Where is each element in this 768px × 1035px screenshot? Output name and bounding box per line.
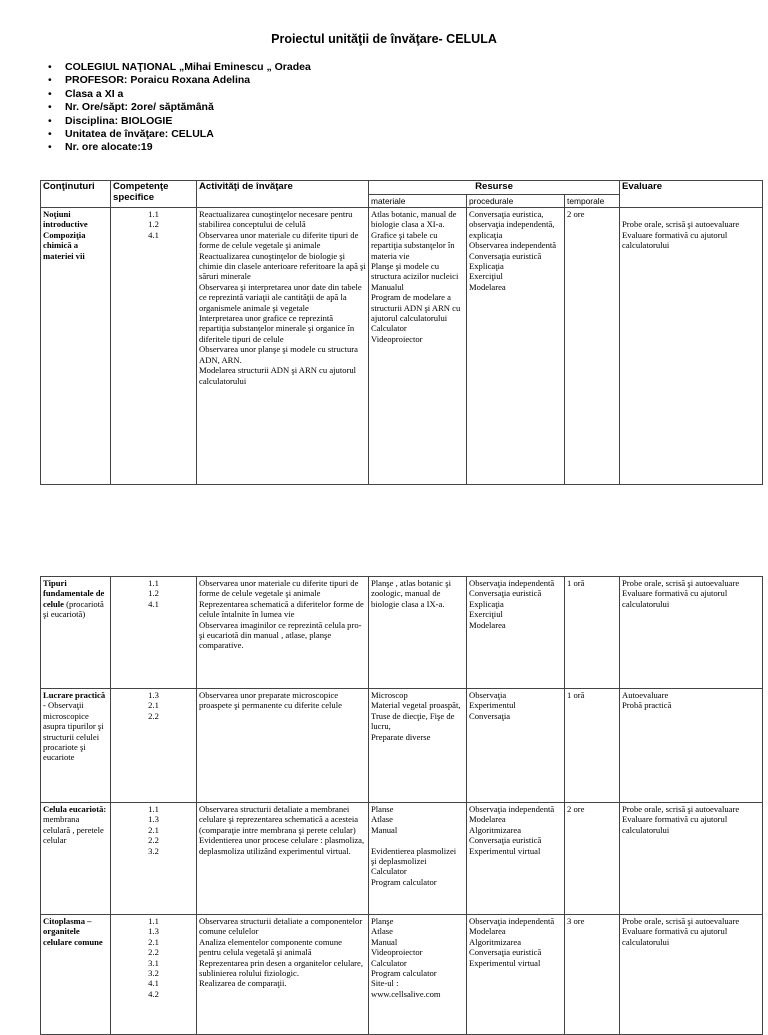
material-text: Site-ul : — [371, 978, 399, 989]
material-text: Atlas botanic, manual de biologie clasa a XI-a. — [371, 209, 457, 230]
topic-cell — [41, 803, 111, 915]
table-row — [41, 208, 763, 485]
procedure-text: Algoritmizarea — [469, 824, 522, 835]
time-text: 2 ore — [567, 804, 585, 814]
evaluation-text: Probe orale, scrisă şi autoevaluare — [622, 219, 740, 230]
activity-text: Interpretarea unor grafice ce reprezintă repartiţia substanţelor minerale şi organice în diferitele tipuri de celule — [199, 313, 355, 344]
competenta-code: 2.2 — [148, 947, 159, 958]
topic-title: Lucrare practică - — [43, 690, 106, 711]
temporale-cell — [565, 803, 620, 915]
competenta-code: 4.2 — [148, 988, 159, 999]
competenta-code: 2.1 — [148, 824, 159, 835]
evaluare-cell — [620, 803, 763, 915]
competenta-code: 1.3 — [148, 690, 159, 700]
material-text: www.cellsalive.com — [371, 988, 441, 999]
material-text: Microscop — [371, 690, 408, 700]
competenta-code: 1.1 — [148, 804, 159, 814]
info-item: • COLEGIUL NAŢIONAL „Mihai Eminescu „ Oradea — [38, 61, 311, 74]
material-text: Program calculator — [371, 876, 437, 887]
evaluare-cell — [620, 577, 763, 689]
material-text: Videoproiector — [371, 333, 423, 344]
evaluation-text: Probe orale, scrisă şi autoevaluare — [622, 916, 740, 926]
competenta-code: 1.1 — [148, 578, 159, 588]
evaluation-text: Evaluare formativă cu ajutorul calculatorului — [622, 229, 728, 251]
activity-text: Modelarea structurii ADN şi ARN cu ajutorul calculatorului — [199, 365, 357, 386]
activity-text: Reprezentarea schematică a diferitelor forme de celule întalnite în lumea vie — [199, 598, 364, 620]
activity-text: Observarea unor materiale cu diferite tipuri de forme de celule vegetale şi animale — [199, 578, 359, 599]
material-text: Atlase — [371, 814, 393, 825]
procedure-text: Conversaţia euristică — [469, 835, 542, 846]
procedure-text: Conversaţia euristică — [469, 588, 542, 599]
evaluation-text: Evaluare formativă cu ajutorul calculatorului — [622, 588, 728, 609]
procedurale-cell — [467, 208, 565, 485]
topic-cell — [41, 689, 111, 803]
material-text: Planşe , atlas botanic şi zoologic, manual de biologie clasa a IX-a. — [371, 578, 451, 609]
procedure-text: Explicaţia — [469, 598, 504, 609]
material-text: Calculator — [371, 866, 407, 877]
topic-title: Tipuri fundamentale de celule — [43, 578, 105, 609]
info-item: • Unitatea de învăţare: CELULA — [38, 128, 311, 141]
info-list — [38, 61, 311, 155]
material-text: Calculator — [371, 957, 407, 968]
header-temporale: temporale — [565, 194, 620, 208]
procedure-text: Explicaţia — [469, 261, 504, 272]
procedure-text: Conversaţia euristica, observaţia independentă, explicaţia — [469, 209, 555, 240]
procedure-text: Modelarea — [469, 814, 506, 825]
evaluation-text: Evaluare formativă cu ajutorul calculatorului — [622, 814, 728, 835]
info-item: • Disciplina: BIOLOGIE — [38, 115, 311, 128]
evaluation-text: Probă practică — [622, 700, 672, 711]
competente-cell — [111, 803, 197, 915]
activitati-cell — [197, 208, 369, 485]
procedure-text: Experimentul virtual — [469, 957, 541, 968]
materiale-cell — [369, 577, 467, 689]
activity-text: Observarea structurii detaliate a membranei celulare şi reprezentarea schematică a acesteia (comparaţie intre membrana şi perete celular) — [199, 804, 359, 835]
material-text: Manual — [371, 824, 398, 835]
info-item: • Nr. Ore/săpt: 2ore/ săptămână — [38, 101, 311, 114]
header-activitati: Activităţi de învăţare — [197, 181, 369, 208]
topic-subtitle: Observaţii microscopice asupra tipurilor şi structurii celulei procariote şi eucariote — [43, 700, 104, 763]
material-text: Manualul — [371, 281, 404, 292]
temporale-cell — [565, 689, 620, 803]
table-row — [41, 577, 763, 689]
header-resurse: Resurse — [369, 181, 620, 195]
procedurale-cell — [467, 915, 565, 1035]
temporale-cell — [565, 577, 620, 689]
topic-subtitle: membrana celulară , peretele celular — [43, 814, 104, 846]
procedure-text: Modelarea — [469, 926, 506, 937]
activity-text: Observarea unor planşe şi modele cu structura ADN, ARN. — [199, 344, 358, 365]
evaluare-cell — [620, 689, 763, 803]
competenta-code: 2.1 — [148, 936, 159, 947]
time-text: 3 ore — [567, 916, 585, 926]
header-continuturi: Conţinuturi — [41, 181, 111, 208]
table-body — [41, 577, 763, 1035]
procedurale-cell — [467, 577, 565, 689]
evaluare-cell — [620, 915, 763, 1035]
topic-title: Citoplasma – organitele celulare comune — [43, 916, 103, 947]
activitati-cell — [197, 689, 369, 803]
competenta-code: 1.3 — [148, 814, 159, 825]
activity-text: Analiza elementelor componente comune pentru celula vegetală şi animală — [199, 936, 342, 958]
procedure-text: Experimentul virtual — [469, 845, 541, 856]
procedurale-cell — [467, 803, 565, 915]
temporale-cell — [565, 915, 620, 1035]
material-text: Program de modelare a structurii ADN şi ARN cu ajutorul calculatorului — [371, 292, 461, 324]
info-item: • Clasa a XI a — [38, 88, 311, 101]
competenta-code: 1.1 — [148, 916, 159, 926]
time-text: 2 ore — [567, 209, 585, 219]
table-row — [41, 689, 763, 803]
header-competente: Competenţe specifice — [111, 181, 197, 208]
procedurale-cell — [467, 689, 565, 803]
material-text: Manual — [371, 936, 398, 947]
evaluation-text: Probe orale, scrisă şi autoevaluare — [622, 578, 740, 588]
procedure-text: Conversaţia euristică — [469, 250, 542, 261]
procedure-text: Observaţia independentă — [469, 916, 555, 926]
topic-cell — [41, 577, 111, 689]
evaluation-text: Probe orale, scrisă şi autoevaluare — [622, 804, 740, 814]
header-evaluare: Evaluare — [620, 181, 763, 208]
table-row — [41, 915, 763, 1035]
evaluation-text — [622, 209, 760, 219]
evaluation-text: Autoevaluare — [622, 690, 669, 700]
competenta-code: 3.2 — [148, 968, 159, 979]
procedure-text: Conversaţia euristică — [469, 947, 542, 958]
activity-text: Realizarea de comparaţii. — [199, 978, 287, 989]
lesson-table-page2 — [40, 576, 763, 1035]
material-text — [371, 835, 464, 845]
topic-title: Noţiuni introductive Compoziţia chimică a materiei vii — [43, 209, 88, 261]
activitati-cell — [197, 803, 369, 915]
material-text: Grafice şi tabele cu repartiţia substanţelor în materia vie — [371, 229, 455, 261]
evaluare-cell — [620, 208, 763, 485]
material-text: Videoproiector — [371, 947, 423, 958]
activitati-cell — [197, 915, 369, 1035]
header-materiale: materiale — [369, 194, 467, 208]
competenta-code: 2.2 — [148, 710, 159, 721]
competenta-code: 1.2 — [148, 219, 159, 230]
table-row — [41, 803, 763, 915]
page-title: Proiectul unităţii de învăţare- CELULA — [271, 32, 497, 46]
procedure-text: Observaţia independentă — [469, 578, 555, 588]
materiale-cell — [369, 208, 467, 485]
procedure-text: Modelarea — [469, 619, 506, 630]
procedure-text: Observaţia independentă — [469, 804, 555, 814]
info-item: • PROFESOR: Poraicu Roxana Adelina — [38, 74, 311, 87]
topic-title: Celula eucariotă: — [43, 804, 107, 814]
procedure-text: Conversaţia — [469, 710, 511, 721]
material-text: Preparate diverse — [371, 731, 431, 742]
competenta-code: 3.2 — [148, 845, 159, 856]
activity-text: Observarea şi interpretarea unor date din tabele ce reprezintă variaţii ale cantităţii de apă la organismele animale şi vegetale — [199, 281, 362, 313]
activity-text: Observarea structurii detaliate a componentelor comune celulelor — [199, 916, 363, 937]
activity-text: Observarea imaginilor ce reprezintă celula pro- şi eucariotă din manual , atlase, planşe comparative. — [199, 619, 362, 651]
procedure-text: Exerciţiul — [469, 609, 503, 620]
activity-text: Reactualizarea cunoştinţelor necesare pentru stabilirea conceptului de celulă — [199, 209, 353, 230]
topic-cell — [41, 915, 111, 1035]
procedure-text: Modelarea — [469, 281, 506, 292]
info-item: • Nr. ore alocate:19 — [38, 141, 311, 154]
time-text: 1 oră — [567, 690, 585, 700]
materiale-cell — [369, 915, 467, 1035]
competenta-code: 4.1 — [148, 229, 159, 240]
material-text: Planşe şi modele cu structura acizilor nucleici — [371, 261, 459, 282]
procedure-text: Observarea independentă — [469, 240, 557, 251]
activity-text: Observarea unor materiale cu diferite tipuri de forme de celule vegetale şi animale — [199, 229, 359, 251]
competenta-code: 3.1 — [148, 957, 159, 968]
competenta-code: 4.1 — [148, 598, 159, 609]
competenta-code: 1.2 — [148, 588, 159, 599]
competente-cell — [111, 577, 197, 689]
activity-text: Reprezentarea prin desen a organitelor celulare, sublinierea rolului fiziologic. — [199, 957, 363, 979]
competente-cell — [111, 689, 197, 803]
material-text: Atlase — [371, 926, 393, 937]
materiale-cell — [369, 689, 467, 803]
material-text: Evidentierea plasmolizei şi deplasmolizei — [371, 845, 457, 867]
header-procedurale: procedurale — [467, 194, 565, 208]
temporale-cell — [565, 208, 620, 485]
procedure-text: Observaţia — [469, 690, 507, 700]
materiale-cell — [369, 803, 467, 915]
procedure-text: Algoritmizarea — [469, 936, 522, 947]
competente-cell — [111, 208, 197, 485]
competente-cell — [111, 915, 197, 1035]
activity-text: Reactualizarea cunoştinţelor de biologie şi chimie din clasele anterioare referitoare la apă şi săruri minerale — [199, 250, 366, 282]
competenta-code: 1.3 — [148, 926, 159, 937]
material-text: Material vegetal proaspăt, Truse de diecţie, Fişe de lucru, — [371, 700, 461, 732]
activity-text: Evidentierea unor procese celulare : plasmoliza, deplasmoliza utilizând experimentul virtual. — [199, 835, 365, 856]
competenta-code: 2.2 — [148, 835, 159, 846]
procedure-text: Experimentul — [469, 700, 516, 711]
table-body — [41, 208, 763, 485]
procedure-text: Exerciţiul — [469, 271, 503, 282]
material-text: Program calculator — [371, 968, 437, 979]
time-text: 1 oră — [567, 578, 585, 588]
material-text: Planşe — [371, 916, 394, 926]
lesson-table-page1 — [40, 180, 763, 485]
activity-text: Observarea unor preparate microscopice proaspete şi permanente cu diferite celule — [199, 690, 342, 711]
competenta-code: 4.1 — [148, 978, 159, 989]
topic-cell — [41, 208, 111, 485]
competenta-code: 1.1 — [148, 209, 159, 219]
topic-subtitle: (procariotă şi eucariotă) — [43, 598, 104, 620]
material-text: Planse — [371, 804, 394, 814]
competenta-code: 2.1 — [148, 700, 159, 711]
evaluation-text: Evaluare formativă cu ajutorul calculatorului — [622, 926, 728, 947]
activitati-cell — [197, 577, 369, 689]
material-text: Calculator — [371, 323, 407, 334]
